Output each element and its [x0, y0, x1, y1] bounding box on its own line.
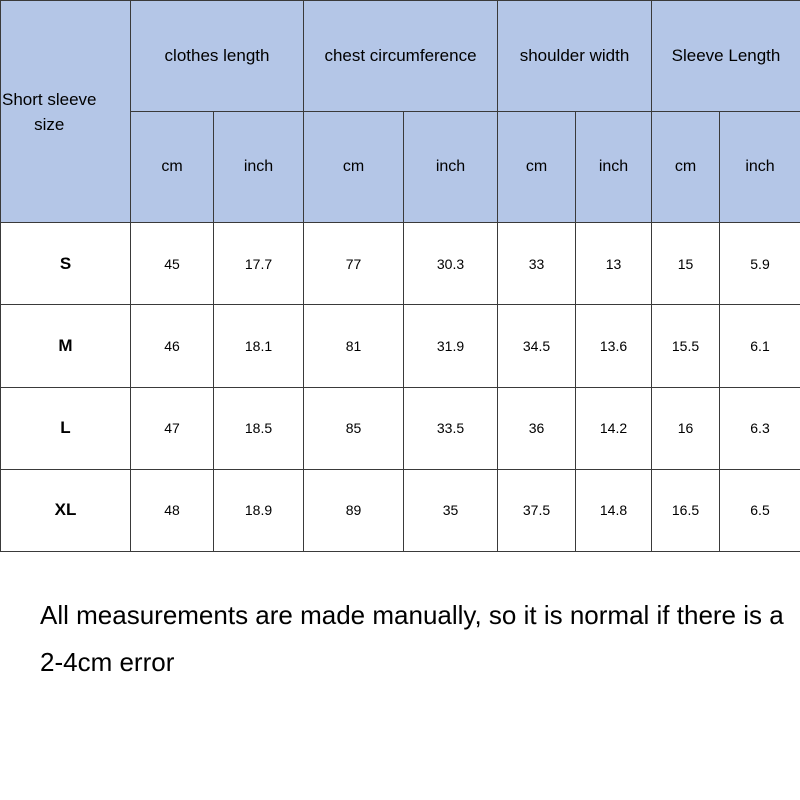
- unit-header: cm: [304, 112, 404, 223]
- group-header-clothes-length: clothes length: [131, 1, 304, 112]
- table-cell: 36: [498, 387, 576, 469]
- table-cell: 18.5: [214, 387, 304, 469]
- group-header-row: [1, 1, 800, 112]
- table-cell: 15.5: [652, 305, 720, 387]
- size-label: L: [1, 387, 131, 469]
- table-cell: 6.5: [720, 469, 800, 551]
- unit-header: cm: [652, 112, 720, 223]
- table-row: [1, 387, 800, 469]
- table-row: [1, 305, 800, 387]
- table-cell: 89: [304, 469, 404, 551]
- table-cell: 15: [652, 223, 720, 305]
- table-cell: 13: [576, 223, 652, 305]
- table-cell: 81: [304, 305, 404, 387]
- unit-header: cm: [498, 112, 576, 223]
- table-cell: 5.9: [720, 223, 800, 305]
- unit-header: inch: [404, 112, 498, 223]
- table-cell: 33: [498, 223, 576, 305]
- table-cell: 6.1: [720, 305, 800, 387]
- table-cell: 37.5: [498, 469, 576, 551]
- size-column-header: [1, 1, 131, 223]
- size-header-line2: size: [34, 114, 65, 134]
- table-cell: 33.5: [404, 387, 498, 469]
- table-cell: 14.8: [576, 469, 652, 551]
- table-cell: 30.3: [404, 223, 498, 305]
- size-label: M: [1, 305, 131, 387]
- table-cell: 45: [131, 223, 214, 305]
- table-row: [1, 469, 800, 551]
- table-cell: 16.5: [652, 469, 720, 551]
- table-cell: 16: [652, 387, 720, 469]
- table-cell: 47: [131, 387, 214, 469]
- table-cell: 77: [304, 223, 404, 305]
- unit-header: inch: [214, 112, 304, 223]
- table-cell: 46: [131, 305, 214, 387]
- table-cell: 17.7: [214, 223, 304, 305]
- table-cell: 14.2: [576, 387, 652, 469]
- unit-header: cm: [131, 112, 214, 223]
- group-header-shoulder-width: shoulder width: [498, 1, 652, 112]
- table-cell: 48: [131, 469, 214, 551]
- table-cell: 18.9: [214, 469, 304, 551]
- size-label: XL: [1, 469, 131, 551]
- table-cell: 85: [304, 387, 404, 469]
- table-cell: 13.6: [576, 305, 652, 387]
- group-header-chest-circumference: chest circumference: [304, 1, 498, 112]
- table-cell: 35: [404, 469, 498, 551]
- unit-header: inch: [576, 112, 652, 223]
- table-cell: 34.5: [498, 305, 576, 387]
- table-cell: 6.3: [720, 387, 800, 469]
- table-cell: 31.9: [404, 305, 498, 387]
- table-row: [1, 223, 800, 305]
- size-header-line1: Short sleeve: [2, 89, 97, 109]
- table-cell: 18.1: [214, 305, 304, 387]
- group-header-sleeve-length: Sleeve Length: [652, 1, 800, 112]
- size-label: S: [1, 223, 131, 305]
- unit-header: inch: [720, 112, 800, 223]
- measurement-note: All measurements are made manually, so it is normal if there is a 2-4cm error: [40, 600, 784, 677]
